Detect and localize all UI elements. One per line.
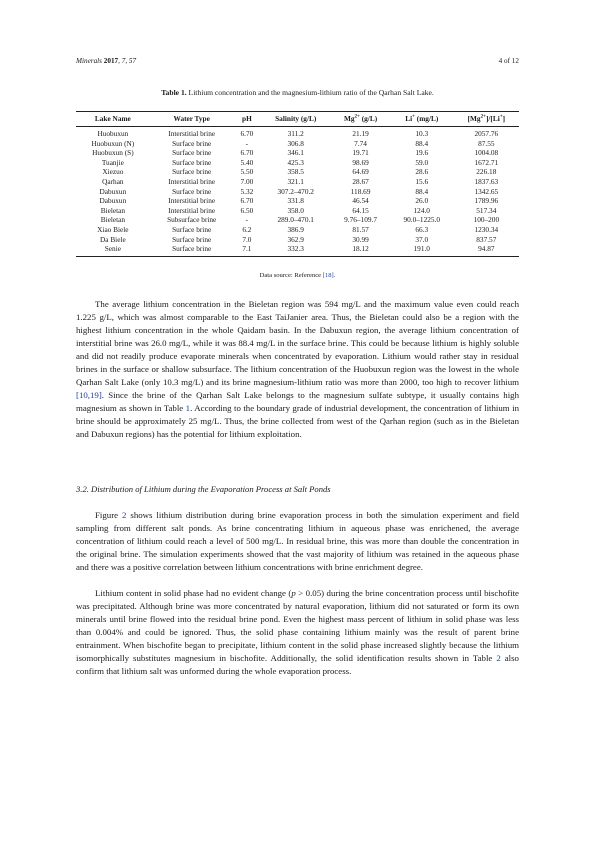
table-row: [76, 158, 519, 168]
table-link[interactable]: 1: [185, 403, 191, 413]
cell-ph: 7.0: [242, 234, 252, 244]
cell-ratio: 1789.96: [474, 196, 499, 206]
cell-li: 10.3: [415, 129, 429, 138]
cell-ratio: 2057.76: [474, 129, 499, 138]
cell-lake-name: Qarhan: [102, 176, 124, 186]
p3-text-c: also confirm that lithium salt was unformed during the whole evaporation process.: [76, 653, 519, 676]
cell-li: 28.6: [415, 167, 429, 177]
cell-mg: 30.99: [352, 234, 369, 244]
table-row: [76, 148, 519, 158]
cell-li: 90.0–1225.0: [403, 215, 440, 225]
table-row: [76, 235, 519, 245]
cell-mg: 81.57: [352, 224, 369, 234]
cell-mg: 46.54: [352, 196, 369, 206]
cell-water-type: Interstitial brine: [168, 129, 216, 138]
cell-li: 26.0: [415, 196, 429, 206]
cell-salinity: 358.0: [287, 205, 304, 215]
p3-text-a: Lithium content in solid phase had no evident change (: [95, 588, 292, 598]
cell-salinity: 307.2–470.2: [277, 186, 314, 196]
cell-ratio: 517.34: [476, 205, 497, 215]
table-row: [76, 206, 519, 216]
journal-name: Minerals: [76, 57, 102, 65]
cell-ratio: 226.18: [476, 167, 497, 177]
cell-mg: 21.19: [352, 129, 369, 138]
cell-ph: -: [245, 215, 249, 225]
journal-year: 2017: [103, 57, 119, 65]
cell-water-type: Interstitial brine: [168, 176, 216, 186]
cell-ph: 5.40: [240, 157, 254, 167]
cell-lake-name: Huobuxun: [97, 129, 129, 138]
table-row: [76, 196, 519, 206]
cell-lake-name: Tuanjie: [101, 157, 124, 167]
col-li: Li+ (mg/L): [390, 112, 454, 127]
cell-water-type: Surface brine: [172, 186, 212, 196]
cell-mg: 19.71: [352, 148, 369, 158]
table-row: [76, 177, 519, 187]
cell-water-type: Subsurface brine: [167, 215, 217, 225]
cell-ratio: 837.57: [476, 234, 497, 244]
cell-ph: 6.2: [242, 224, 252, 234]
journal-citation: [76, 57, 136, 65]
cell-li: 59.0: [415, 157, 429, 167]
cell-ph: 6.50: [240, 205, 254, 215]
cell-ph: -: [245, 138, 249, 148]
cell-mg: 98.69: [352, 157, 369, 167]
table-header-row: [76, 112, 519, 127]
cell-ratio: 1342.65: [474, 186, 499, 196]
journal-volume: , 7, 57: [118, 57, 137, 65]
cell-salinity: 332.3: [260, 244, 331, 256]
cell-li: 124.0: [413, 205, 430, 215]
cell-water-type: Interstitial brine: [168, 205, 216, 215]
p1-text-b: . Since the brine of the Qarhan Salt Lake belongs to the magnesium sulfate subtype, it usually contains high magnesium as shown in Table: [76, 390, 519, 413]
cell-li: 19.6: [415, 148, 429, 158]
col-salinity: Salinity (g/L): [260, 112, 331, 127]
table-row: [76, 225, 519, 235]
cell-mg: 7.74: [354, 138, 367, 148]
cell-water-type: Surface brine: [172, 167, 212, 177]
table-row: [76, 244, 519, 256]
table-source-prefix: Data source: Reference: [259, 272, 323, 279]
col-water-type: Water Type: [150, 112, 234, 127]
cell-li: 15.6: [415, 176, 429, 186]
cell-ph: 5.50: [240, 167, 254, 177]
cell-ph: 6.70: [240, 196, 254, 206]
cell-water-type: Surface brine: [172, 224, 212, 234]
cell-lake-name: Huobuxun (S): [92, 148, 134, 158]
cell-lake-name: Huobuxun (N): [91, 138, 135, 148]
page-header: [76, 57, 519, 69]
cell-li: 88.4: [415, 138, 429, 148]
cell-water-type: Interstitial brine: [168, 196, 216, 206]
cell-lake-name: Bieletan: [100, 205, 126, 215]
col-mg: $Mg^{2+}$ (g/L): [331, 112, 390, 127]
table-row: [76, 215, 519, 225]
cell-mg: 64.69: [352, 167, 369, 177]
cell-ratio: 87.55: [478, 138, 495, 148]
cell-lake-name: Senie: [76, 244, 150, 256]
p-value-symbol: p: [291, 588, 296, 598]
table-caption-text: Lithium concentration and the magnesium-lithium ratio of the Qarhan Salt Lake.: [186, 88, 434, 97]
cell-salinity: 346.1: [287, 148, 304, 158]
cell-ratio: 1672.71: [474, 157, 499, 167]
p2-text-a: Figure: [95, 510, 123, 520]
cell-lake-name: Da Biele: [99, 234, 126, 244]
cell-salinity: 321.1: [287, 176, 304, 186]
cell-mg: 28.67: [352, 176, 369, 186]
table-row: [76, 167, 519, 177]
cell-mg: 9.76–109.7: [344, 215, 377, 225]
cell-salinity: 306.8: [287, 138, 304, 148]
cell-water-type: Surface brine: [150, 244, 234, 256]
paragraph-evaporation: [76, 509, 519, 574]
cell-ratio: 1004.08: [474, 148, 499, 158]
cell-salinity: 425.3: [287, 157, 304, 167]
cell-ratio: 1230.34: [474, 224, 499, 234]
table-source: [76, 272, 519, 279]
col-ph: pH: [234, 112, 260, 127]
cell-salinity: 331.8: [287, 196, 304, 206]
cell-salinity: 362.9: [287, 234, 304, 244]
paragraph-solid-phase: [76, 587, 519, 678]
p1-text-a: The average lithium concentration in the Bieletan region was 594 mg/L and the maximum value even could reach 1.225 g/L, which was almost comparable to the East TaiJanier area. Thus, the Bieletan could also be a region with the highest lithium concentration in the whole Qaidam basin. In the Dabuxun region, the average lithium concentration of interstitial brine was 26.0 mg/L, while it was 88.4 mg/L in the surface brine. This could be because lithium is highly soluble and did not readily produce evaporate minerals when concentrated by evaporation. Lithium would rather stay in residual brines in the surface or shallow subsurface. The lithium concentration of the Huobuxun region was the lowest in the whole Qarhan Salt Lake (only 10.3 mg/L) and its brine magnesium-lithium ratio was more than 2000, too high to recover lithium: [76, 299, 519, 387]
cell-lake-name: Xiezuo: [102, 167, 124, 177]
cell-water-type: Surface brine: [172, 234, 212, 244]
cell-ph: 6.70: [240, 129, 254, 138]
cell-li: 191.0: [390, 244, 454, 256]
cell-water-type: Surface brine: [172, 148, 212, 158]
page-number: 4 of 12: [498, 57, 519, 65]
cell-salinity: 358.5: [287, 167, 304, 177]
table-link[interactable]: 2: [496, 653, 501, 663]
cell-mg: 18.12: [331, 244, 390, 256]
cell-li: 88.4: [415, 186, 429, 196]
citation-link[interactable]: [10,19]: [76, 390, 102, 400]
cell-mg: 64.15: [352, 205, 369, 215]
cell-ph: 5.32: [240, 186, 254, 196]
table-caption-label: Table 1.: [161, 88, 187, 97]
table-row: [76, 139, 519, 149]
cell-ph: 7.00: [240, 176, 254, 186]
paragraph-lithium-regions: [76, 298, 519, 441]
cell-mg: 118.69: [350, 186, 371, 196]
cell-li: 66.3: [415, 224, 429, 234]
table-caption: [76, 88, 519, 97]
cell-ratio: 94.87: [454, 244, 519, 256]
cell-ph: 6.70: [240, 148, 254, 158]
cell-ph: 7.1: [234, 244, 260, 256]
cell-li: 37.0: [415, 234, 429, 244]
cell-water-type: Surface brine: [172, 157, 212, 167]
col-ratio: $[Mg^{2+}]/[Li^+]$: [454, 112, 519, 127]
cell-lake-name: Dabuxun: [99, 196, 127, 206]
p2-text-b: shows lithium distribution during brine evaporation process in both the simulation experiment and field sampling from different salt ponds. As brine concentrating lithium in aqueous phase was enrichened, the average concentration of lithium could reach a level of 500 mg/L. In residual brine, this was more than double the concentration in the original brine. The simulation experiments showed that the vast majority of lithium was retained in the aqueous phase and there was a positive correlation between lithium concentrations with brine enrichment degree.: [76, 510, 519, 572]
col-lake-name: Lake Name: [76, 112, 150, 127]
cell-lake-name: Dabuxun: [99, 186, 127, 196]
p3-text-b: > 0.05) during the brine concentration process until bischofite was precipitated. Although brine was more concentrated by natural evaporation, lithium did not saturated or form its own minerals until brine flowed into the residual brine pond. Even the highest mass percent of lithium in solid phase was less than 0.004% and could be ignored. Thus, the solid phase containing lithium mainly was the result of parent brine entrainment. When bischofite began to precipitate, lithium content in the solid phase increased slightly because the lithium isomorphically substitutes magnesium in bischofite. Additionally, the solid identification results shown in Table: [76, 588, 519, 663]
figure-link[interactable]: 2: [122, 510, 127, 520]
cell-lake-name: Xiao Biele: [97, 224, 129, 234]
table-source-ref[interactable]: [18]: [322, 272, 334, 279]
cell-ratio: 1837.63: [474, 176, 499, 186]
cell-salinity: 311.2: [287, 129, 304, 138]
cell-salinity: 386.9: [287, 224, 304, 234]
lithium-table: [76, 111, 519, 257]
cell-water-type: Surface brine: [172, 138, 212, 148]
table-row: [76, 127, 519, 139]
cell-lake-name: Bieletan: [100, 215, 126, 225]
p1-text-c: . According to the boundary grade of industrial development, the concentration of lithium in brine should be approximately 25 mg/L. Thus, the brine collected from west of the Qarhan region (such as in the Bieletan and Dabuxun regions) has the potential for lithium exploitation.: [76, 403, 519, 439]
table-row: [76, 187, 519, 197]
table-source-suffix: .: [333, 272, 336, 279]
section-heading: 3.2. Distribution of Lithium during the Evaporation Process at Salt Ponds: [76, 484, 331, 494]
cell-ratio: 100–200: [473, 215, 500, 225]
cell-salinity: 289.0–470.1: [277, 215, 314, 225]
